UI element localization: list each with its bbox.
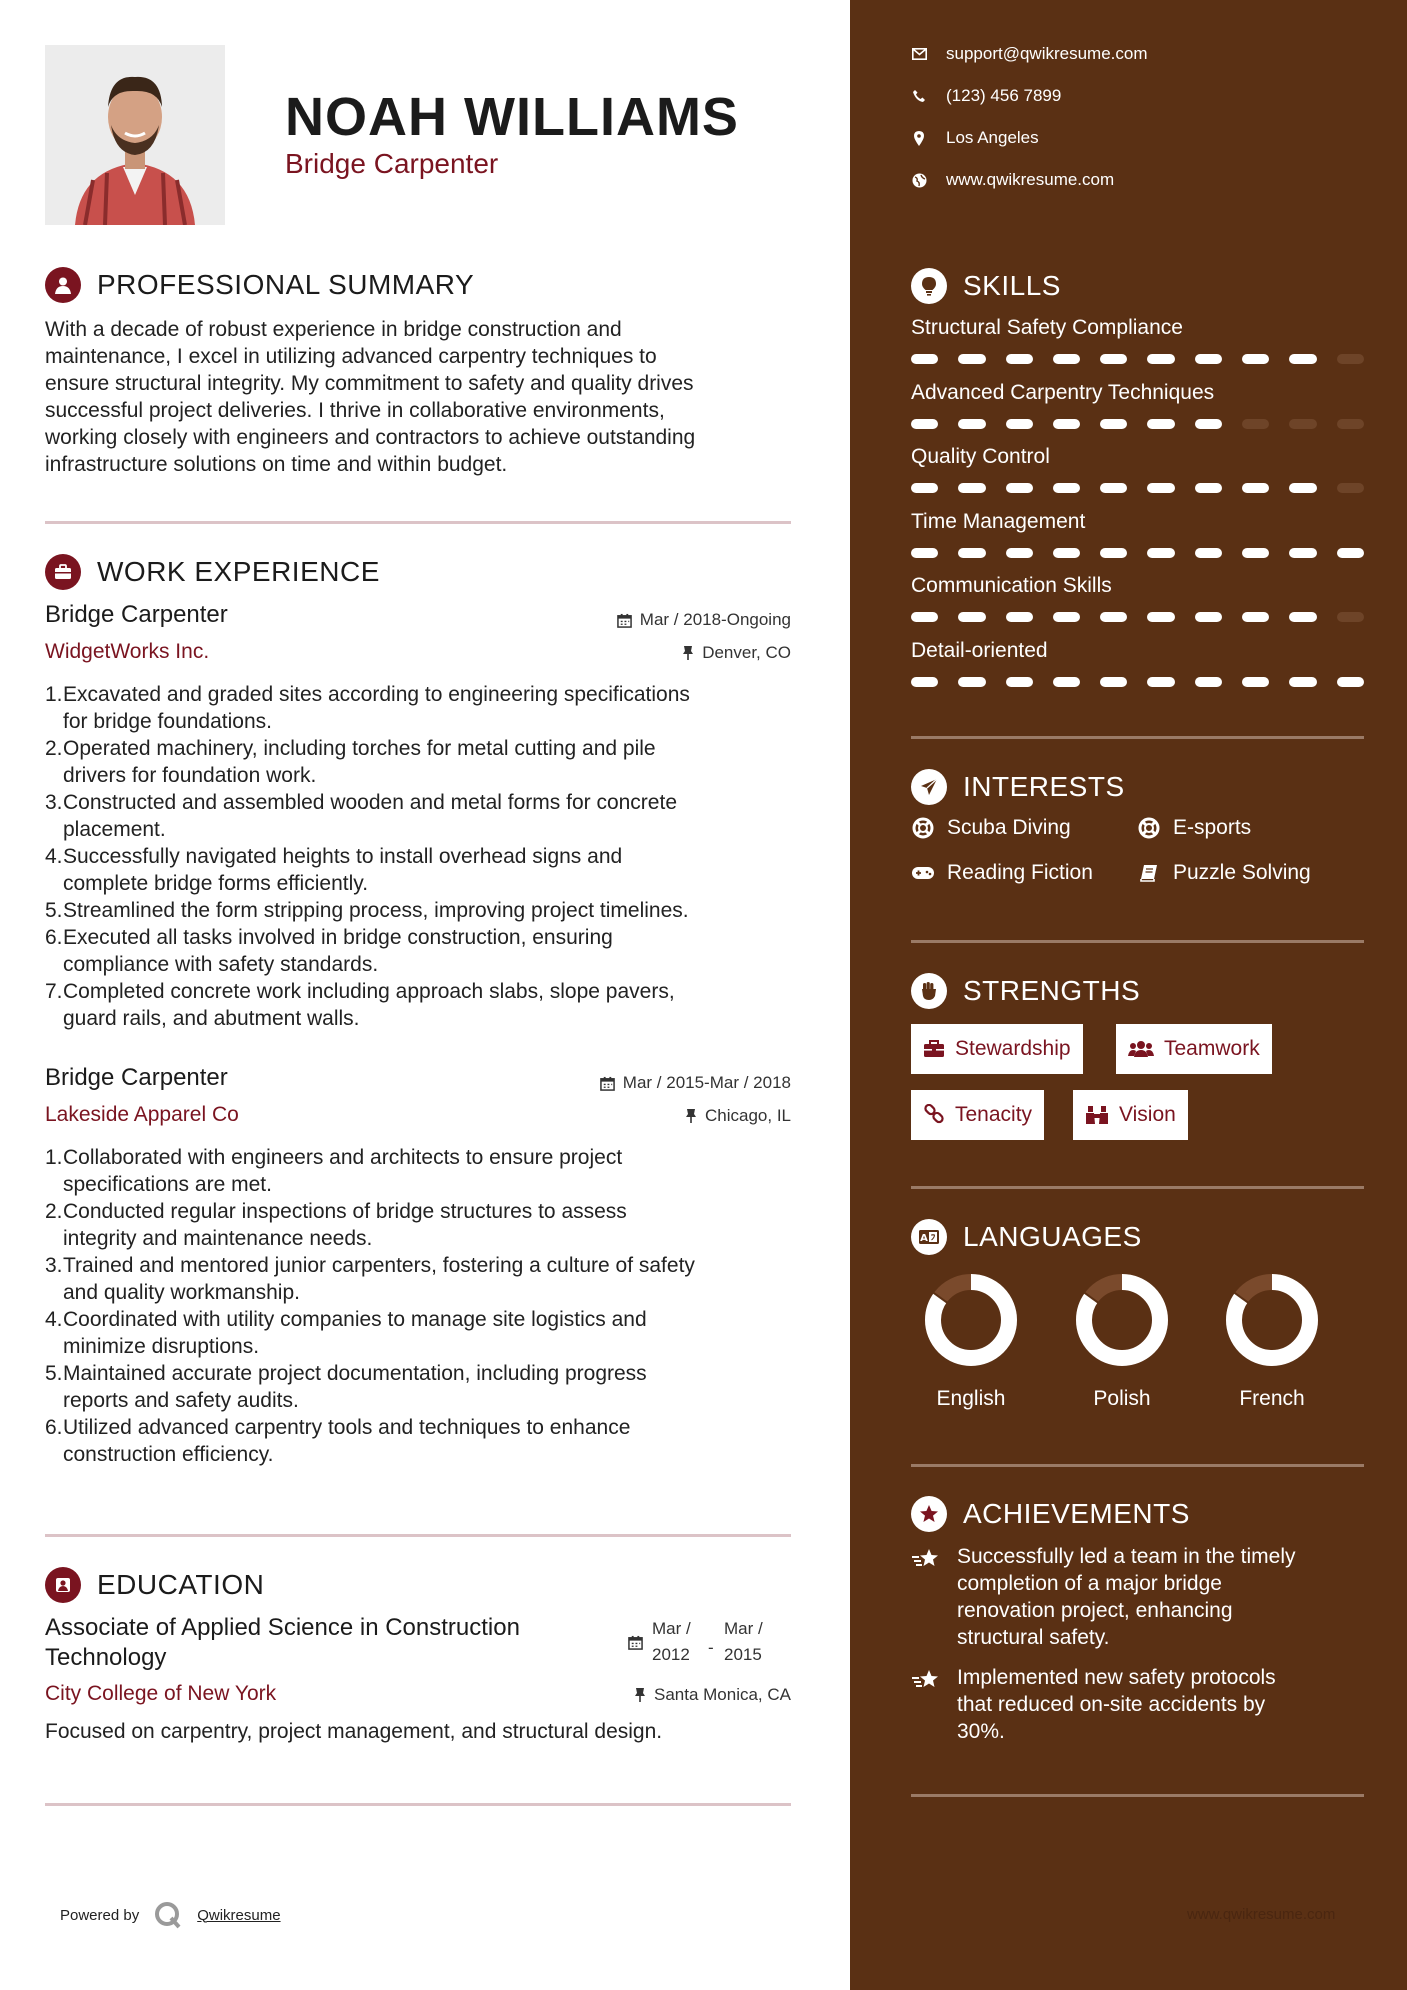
- skill-level-dash: [1147, 419, 1174, 429]
- profile-photo: [45, 45, 225, 225]
- education-title: EDUCATION: [97, 1569, 265, 1600]
- skill-level-dash: [1006, 354, 1033, 364]
- skill-level-dash: [1100, 419, 1127, 429]
- website-text: www.qwikresume.com: [946, 170, 1115, 189]
- skill-level-dash: [1337, 354, 1364, 364]
- bullet-number: 2.: [45, 737, 63, 760]
- summary-line: maintenance, I excel in utilizing advanced carpentry techniques to: [45, 345, 657, 368]
- skill-level-dash: [958, 548, 985, 558]
- list-item: [45, 1414, 795, 1468]
- briefcase-icon: [923, 1040, 945, 1058]
- bullet-text: complete bridge forms efficiently.: [63, 872, 369, 895]
- skill-level-dash: [1006, 677, 1033, 687]
- calendar-icon: [628, 1635, 643, 1650]
- language-label: French: [1239, 1387, 1305, 1410]
- skill-level-dash: [911, 354, 938, 364]
- skill-level-dash: [1337, 612, 1364, 622]
- job-location: [685, 1106, 791, 1126]
- list-item: [45, 1144, 795, 1198]
- bullet-number: 4.: [45, 845, 63, 868]
- skill-level-bar: [911, 677, 1364, 687]
- bullet-text: construction efficiency.: [63, 1443, 274, 1466]
- work-title: WORK EXPERIENCE: [97, 556, 380, 587]
- shooting-star-icon: [911, 1543, 943, 1651]
- qwikresume-link[interactable]: Qwikresume: [197, 1906, 281, 1924]
- phone-icon: [911, 88, 927, 104]
- skill-level-dash: [1337, 677, 1364, 687]
- job-dates: [617, 610, 791, 630]
- end-month: Mar /: [724, 1619, 763, 1638]
- list-item: [45, 897, 795, 924]
- paper-plane-icon: [911, 769, 947, 805]
- school-location-text: Santa Monica, CA: [653, 1685, 791, 1704]
- strength-tag: [911, 1024, 1083, 1074]
- section-divider: [45, 521, 791, 524]
- summary-line: infrastructure solutions on time and within budget.: [45, 453, 508, 476]
- language-level-donut: [1222, 1270, 1322, 1370]
- bullet-text: Executed all tasks involved in bridge construction, ensuring: [63, 926, 613, 949]
- achievement-line: Successfully led a team in the timely: [957, 1545, 1296, 1568]
- skill-level-dash: [1242, 483, 1269, 493]
- skill-level-dash: [1195, 354, 1222, 364]
- strengths-heading: [911, 973, 1140, 1009]
- skill-level-dash: [1006, 483, 1033, 493]
- list-item: [45, 735, 795, 789]
- star-badge-icon: [911, 1496, 947, 1532]
- job-company: Lakeside Apparel Co: [45, 1103, 239, 1126]
- skill-level-dash: [958, 354, 985, 364]
- skill-level-bar: [911, 548, 1364, 558]
- summary-line: ensure structural integrity. My commitment to safety and quality drives: [45, 372, 694, 395]
- skill-level-dash: [1147, 354, 1174, 364]
- bullet-text: Excavated and graded sites according to engineering specifications: [63, 683, 690, 706]
- interest-item: [911, 816, 1071, 840]
- language-icon: [911, 1219, 947, 1255]
- skill-name: Time Management: [911, 509, 1086, 533]
- bullet-number: 6.: [45, 926, 63, 949]
- achievement-line: Implemented new safety protocols: [957, 1666, 1276, 1689]
- list-item: [45, 978, 795, 1032]
- skill-level-bar: [911, 483, 1364, 493]
- skill-level-dash: [1289, 548, 1316, 558]
- skill-level-dash: [1053, 419, 1080, 429]
- contact-website[interactable]: [911, 170, 1114, 190]
- location-text: Los Angeles: [946, 128, 1039, 147]
- footer-website[interactable]: www.qwikresume.com: [1187, 1906, 1336, 1923]
- education-dates: [628, 1616, 763, 1668]
- skill-level-dash: [1053, 612, 1080, 622]
- strength-label: Vision: [1119, 1103, 1176, 1126]
- bullet-number: 4.: [45, 1308, 63, 1331]
- binoculars-icon: [1085, 1105, 1109, 1125]
- date-separator: -: [708, 1638, 714, 1657]
- bullet-number: 5.: [45, 1362, 63, 1385]
- skill-level-dash: [1006, 419, 1033, 429]
- powered-by-text: Powered by: [60, 1906, 140, 1924]
- job-location-text: Chicago, IL: [705, 1106, 791, 1125]
- bullet-number: 1.: [45, 683, 63, 706]
- bullet-number: 7.: [45, 980, 63, 1003]
- bullet-text: Utilized advanced carpentry tools and techniques to enhance: [63, 1416, 631, 1439]
- bullet-text: Collaborated with engineers and architects to ensure project: [63, 1146, 623, 1169]
- life-ring-icon: [911, 816, 935, 840]
- skill-level-dash: [1053, 548, 1080, 558]
- skill-level-dash: [958, 677, 985, 687]
- pushpin-icon: [685, 1108, 697, 1124]
- strength-tag: [911, 1090, 1044, 1140]
- degree-title: [45, 1613, 605, 1673]
- strength-tag: [1116, 1024, 1272, 1074]
- job-dates-text: Mar / 2018-Ongoing: [639, 610, 791, 629]
- achievement-line: that reduced on-site accidents by: [957, 1693, 1266, 1716]
- skill-level-dash: [1242, 419, 1269, 429]
- bullet-text: specifications are met.: [63, 1173, 272, 1196]
- education-description: Focused on carpentry, project management, and structural design.: [45, 1720, 663, 1743]
- map-marker-icon: [911, 130, 927, 146]
- interest-label: E-sports: [1173, 816, 1252, 839]
- briefcase-icon: [45, 554, 81, 590]
- achievement-line: structural safety.: [957, 1626, 1110, 1649]
- job-role: Bridge Carpenter: [45, 1064, 228, 1091]
- language-label: Polish: [1093, 1387, 1151, 1410]
- skill-name: Structural Safety Compliance: [911, 316, 1183, 339]
- skill-level-dash: [1289, 677, 1316, 687]
- language-item: [1202, 1270, 1342, 1411]
- list-item: [45, 1252, 795, 1306]
- interest-label: Reading Fiction: [947, 861, 1093, 884]
- skill-level-dash: [1100, 483, 1127, 493]
- list-item: [45, 843, 795, 897]
- summary-line: working closely with engineers and contractors to achieve outstanding: [45, 426, 696, 449]
- user-icon: [45, 267, 81, 303]
- life-ring-icon: [1137, 816, 1161, 840]
- globe-icon: [911, 172, 927, 188]
- school-location: [634, 1685, 791, 1705]
- interest-item: [911, 861, 1093, 885]
- achievement-line: renovation project, enhancing: [957, 1599, 1233, 1622]
- job-bullets: [45, 1144, 795, 1468]
- skill-level-dash: [1289, 354, 1316, 364]
- interests-title: INTERESTS: [963, 771, 1125, 802]
- list-item: [45, 1360, 795, 1414]
- bullet-text: compliance with safety standards.: [63, 953, 379, 976]
- skill-level-dash: [1242, 677, 1269, 687]
- contact-email[interactable]: [911, 44, 1148, 64]
- strength-label: Teamwork: [1164, 1037, 1260, 1060]
- skill-name: Advanced Carpentry Techniques: [911, 380, 1215, 404]
- summary-text: [45, 316, 795, 478]
- achievement-item: [911, 1664, 1364, 1745]
- shooting-star-icon: [911, 1664, 943, 1745]
- section-divider: [45, 1534, 791, 1537]
- skill-level-dash: [911, 548, 938, 558]
- job-dates-text: Mar / 2015-Mar / 2018: [622, 1073, 791, 1092]
- bullet-text: Completed concrete work including approach slabs, slope pavers,: [63, 980, 675, 1003]
- svg-text:A: A: [920, 1233, 928, 1244]
- link-icon: [923, 1104, 945, 1126]
- summary-title: PROFESSIONAL SUMMARY: [97, 269, 475, 300]
- skill-level-dash: [1337, 548, 1364, 558]
- skill-level-dash: [1147, 548, 1174, 558]
- skill-level-dash: [1100, 548, 1127, 558]
- bullet-text: Maintained accurate project documentation, including progress: [63, 1362, 647, 1385]
- list-item: [45, 1306, 795, 1360]
- strength-label: Tenacity: [955, 1103, 1033, 1126]
- education-heading: [45, 1567, 264, 1603]
- achievements-title: ACHIEVEMENTS: [963, 1498, 1190, 1529]
- section-divider: [911, 940, 1364, 943]
- gamepad-icon: [911, 861, 935, 885]
- bullet-number: 3.: [45, 791, 63, 814]
- skill-level-bar: [911, 354, 1364, 364]
- interest-label: Puzzle Solving: [1173, 861, 1311, 884]
- list-item: [45, 681, 795, 735]
- qwikresume-logo-icon: [153, 1900, 183, 1930]
- summary-line: With a decade of robust experience in bridge construction and: [45, 318, 622, 341]
- bullet-text: integrity and maintenance needs.: [63, 1227, 373, 1250]
- skill-level-dash: [1147, 612, 1174, 622]
- bullet-text: Streamlined the form stripping process, improving project timelines.: [63, 899, 689, 922]
- achievement-item: [911, 1543, 1364, 1651]
- skill-level-dash: [1195, 612, 1222, 622]
- job-dates: [600, 1073, 791, 1093]
- skill-name: Quality Control: [911, 445, 1050, 468]
- school-name: City College of New York: [45, 1682, 277, 1705]
- calendar-icon: [600, 1076, 615, 1091]
- section-divider: [911, 1464, 1364, 1467]
- skill-level-dash: [1195, 419, 1222, 429]
- section-divider: [911, 1794, 1364, 1797]
- skill-level-dash: [911, 419, 938, 429]
- skill-level-dash: [1006, 548, 1033, 558]
- calendar-icon: [617, 613, 632, 628]
- pushpin-icon: [682, 645, 694, 661]
- bullet-text: minimize disruptions.: [63, 1335, 260, 1358]
- skill-level-dash: [911, 612, 938, 622]
- powered-by: [60, 1900, 281, 1930]
- job-location-text: Denver, CO: [702, 643, 791, 662]
- language-item: [1052, 1270, 1192, 1411]
- job-role: Bridge Carpenter: [45, 601, 228, 628]
- skill-level-dash: [1100, 677, 1127, 687]
- skill-level-dash: [911, 677, 938, 687]
- bullet-text: Conducted regular inspections of bridge structures to assess: [63, 1200, 627, 1223]
- skill-level-dash: [1337, 419, 1364, 429]
- interest-item: [1137, 861, 1311, 885]
- contact-phone[interactable]: [911, 86, 1061, 106]
- languages-heading: [911, 1219, 1142, 1255]
- bullet-number: 2.: [45, 1200, 63, 1223]
- bullet-text: Constructed and assembled wooden and metal forms for concrete: [63, 791, 677, 814]
- interests-heading: [911, 769, 1125, 805]
- skill-level-dash: [1195, 548, 1222, 558]
- bullet-text: placement.: [63, 818, 166, 841]
- section-divider: [911, 736, 1364, 739]
- language-level-donut: [1072, 1270, 1172, 1370]
- skills-heading: [911, 268, 1061, 304]
- lightbulb-icon: [911, 268, 947, 304]
- skill-level-dash: [911, 483, 938, 493]
- interest-item: [1137, 816, 1251, 840]
- skills-title: SKILLS: [963, 270, 1061, 301]
- language-level-donut: [921, 1270, 1021, 1370]
- work-heading: [45, 554, 380, 590]
- skill-level-dash: [1147, 677, 1174, 687]
- bullet-text: Trained and mentored junior carpenters, fostering a culture of safety: [63, 1254, 695, 1277]
- achievement-text: [957, 1543, 1295, 1651]
- degree-line: Associate of Applied Science in Construction: [45, 1614, 520, 1641]
- language-item: [901, 1270, 1041, 1411]
- skill-name: Detail-oriented: [911, 638, 1048, 662]
- list-item: [45, 924, 795, 978]
- skill-level-dash: [1195, 677, 1222, 687]
- bullet-number: 5.: [45, 899, 63, 922]
- skill-level-dash: [1337, 483, 1364, 493]
- skill-level-bar: [911, 612, 1364, 622]
- skill-level-dash: [1053, 677, 1080, 687]
- skill-level-dash: [1100, 354, 1127, 364]
- users-icon: [1128, 1040, 1154, 1058]
- skill-level-dash: [958, 483, 985, 493]
- degree-line: Technology: [45, 1644, 167, 1671]
- achievements-heading: [911, 1496, 1190, 1532]
- list-item: [45, 1198, 795, 1252]
- skill-name: Communication Skills: [911, 574, 1112, 597]
- skill-level-dash: [958, 612, 985, 622]
- bullet-text: and quality workmanship.: [63, 1281, 300, 1304]
- job-company: WidgetWorks Inc.: [45, 640, 210, 663]
- languages-title: LANGUAGES: [963, 1221, 1142, 1252]
- skill-level-dash: [1242, 548, 1269, 558]
- candidate-name: NOAH WILLIAMS: [285, 87, 739, 147]
- list-item: [45, 789, 795, 843]
- bullet-number: 3.: [45, 1254, 63, 1277]
- achievement-text: [957, 1664, 1276, 1745]
- skill-level-dash: [1053, 354, 1080, 364]
- envelope-icon: [911, 46, 927, 62]
- bullet-text: for bridge foundations.: [63, 710, 272, 733]
- bullet-text: Operated machinery, including torches for metal cutting and pile: [63, 737, 656, 760]
- skill-level-dash: [1242, 612, 1269, 622]
- start-month: Mar /: [652, 1619, 691, 1638]
- achievement-line: completion of a major bridge: [957, 1572, 1222, 1595]
- section-divider: [45, 1803, 791, 1806]
- skill-level-dash: [1147, 483, 1174, 493]
- bullet-text: reports and safety audits.: [63, 1389, 299, 1412]
- skill-level-dash: [1242, 354, 1269, 364]
- candidate-title: Bridge Carpenter: [285, 148, 499, 179]
- skill-level-dash: [1289, 612, 1316, 622]
- fist-icon: [911, 973, 947, 1009]
- language-label: English: [936, 1387, 1006, 1410]
- bullet-number: 1.: [45, 1146, 63, 1169]
- end-year: 2015: [724, 1645, 762, 1664]
- section-divider: [911, 1186, 1364, 1189]
- start-date: [652, 1616, 708, 1668]
- summary-line: successful project deliveries. I thrive in collaborative environments,: [45, 399, 665, 422]
- strength-label: Stewardship: [955, 1037, 1071, 1060]
- skill-level-dash: [1289, 419, 1316, 429]
- strengths-title: STRENGTHS: [963, 975, 1141, 1006]
- achievement-line: 30%.: [957, 1720, 1005, 1743]
- contact-location: [911, 128, 1039, 148]
- job-location: [682, 643, 791, 663]
- skill-level-dash: [1289, 483, 1316, 493]
- bullet-text: Coordinated with utility companies to manage site logistics and: [63, 1308, 647, 1331]
- skill-level-dash: [1053, 483, 1080, 493]
- bullet-text: drivers for foundation work.: [63, 764, 317, 787]
- start-year: 2012: [652, 1645, 690, 1664]
- job-bullets: [45, 681, 795, 1032]
- skill-level-bar: [911, 419, 1364, 429]
- strength-tag: [1073, 1090, 1188, 1140]
- phone-text: (123) 456 7899: [946, 86, 1062, 105]
- skill-level-dash: [1100, 612, 1127, 622]
- bullet-number: 6.: [45, 1416, 63, 1439]
- bullet-text: guard rails, and abutment walls.: [63, 1007, 360, 1030]
- email-text: support@qwikresume.com: [946, 44, 1148, 63]
- pushpin-icon: [634, 1687, 646, 1703]
- skill-level-dash: [1195, 483, 1222, 493]
- interest-label: Scuba Diving: [947, 816, 1071, 839]
- book-icon: [1137, 861, 1161, 885]
- skill-level-dash: [958, 419, 985, 429]
- end-date: [724, 1616, 763, 1668]
- summary-heading: [45, 267, 474, 303]
- bullet-text: Successfully navigated heights to install overhead signs and: [63, 845, 623, 868]
- graduate-icon: [45, 1567, 81, 1603]
- skill-level-dash: [1006, 612, 1033, 622]
